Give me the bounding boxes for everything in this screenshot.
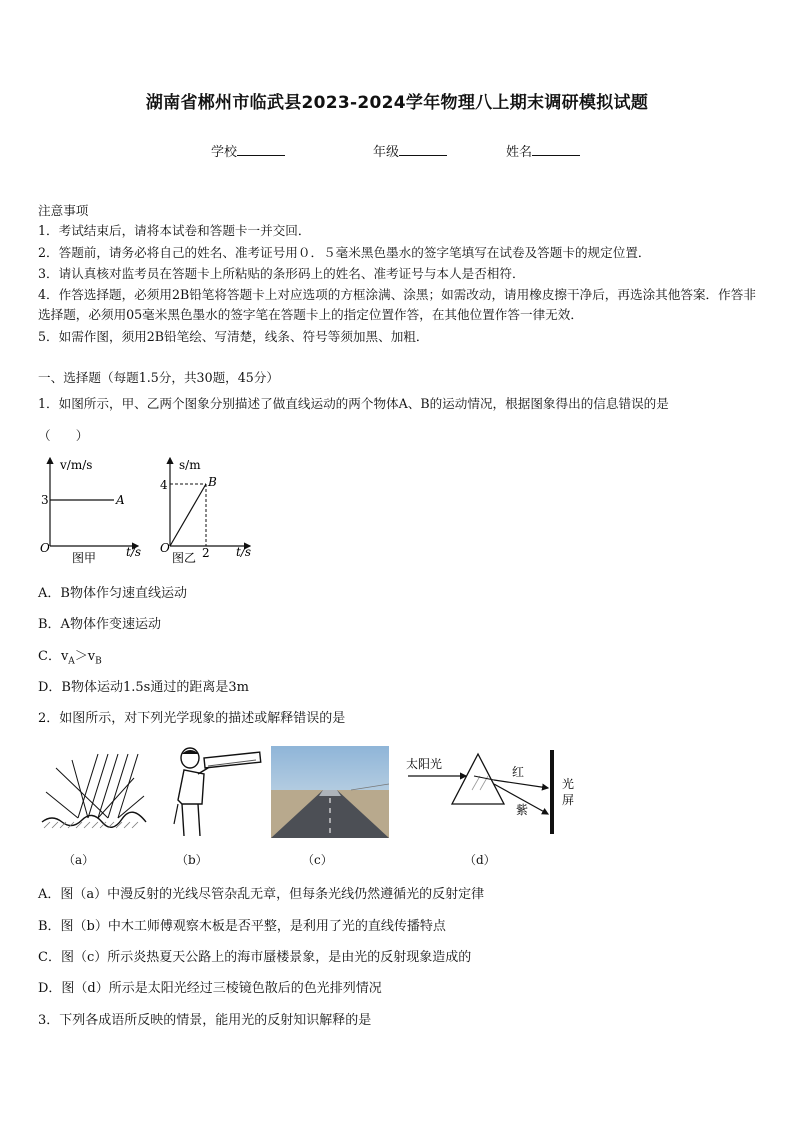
notice-item: 1．考试结束后，请将本试卷和答题卡一并交回． — [38, 223, 311, 238]
q1-option-b: B．A物体作变速运动 — [38, 617, 161, 632]
caption-a: （a） — [63, 853, 95, 867]
origin-label: O — [40, 541, 50, 555]
name-field — [506, 141, 580, 160]
name-label: 姓名 — [506, 145, 533, 160]
q1-option-d: D．B物体运动1.5s通过的距离是3m — [38, 680, 249, 695]
q1-option-a: A．B物体作匀速直线运动 — [38, 586, 187, 601]
grade-label: 年级 — [373, 145, 400, 160]
school-label: 学校 — [211, 145, 238, 160]
line-b — [170, 484, 206, 546]
screen — [550, 750, 554, 834]
option-c-gt: ＞v — [74, 649, 96, 664]
grade-blank — [399, 143, 447, 156]
figure-b-carpenter — [168, 744, 264, 840]
q1-paren: （ ） — [38, 428, 89, 443]
notice-item: 3．请认真核对监考员在答题卡上所粘贴的条形码上的姓名、准考证号与本人是否相符． — [38, 266, 525, 281]
section-heading: 一、选择题（每题1.5分，共30题，45分） — [38, 370, 279, 385]
y-axis-label: s/m — [179, 458, 201, 472]
figure-caption: 图甲 — [72, 551, 97, 565]
violet-label: 紫 — [516, 803, 529, 817]
line-label-b: B — [208, 475, 217, 489]
school-blank — [237, 143, 285, 156]
origin-label: O — [160, 541, 170, 555]
option-c-prefix: C．v — [38, 649, 69, 664]
figure-yi-st-graph — [150, 452, 258, 568]
q2-option-d: D．图（d）所示是太阳光经过三棱镜色散后的色光排列情况 — [38, 981, 382, 996]
rough-surface — [42, 812, 146, 827]
caption-b: （b） — [176, 853, 208, 867]
x-axis-label: t/s — [126, 545, 142, 559]
notice-item: 2．答题前，请务必将自己的姓名、准考证号用０．５毫米黑色墨水的签字笔填写在试卷及答题卡的规定位置． — [38, 245, 651, 260]
school-field — [211, 141, 285, 160]
figure-a-diffuse-reflection — [38, 748, 150, 836]
q2-option-b: B．图（b）中木工师傅观察木板是否平整，是利用了光的直线传播特点 — [38, 919, 446, 934]
q2-stem: 2．如图所示，对下列光学现象的描述或解释错误的是 — [38, 711, 346, 726]
torso — [178, 770, 204, 804]
x-axis-label: t/s — [236, 545, 252, 559]
y-axis-label: v/m/s — [60, 458, 93, 472]
tool — [174, 804, 178, 824]
q2-option-c: C．图（c）所示炎热夏天公路上的海市蜃楼景象，是由光的反射现象造成的 — [38, 950, 472, 965]
subscript-b: B — [95, 656, 102, 667]
figure-d-prism-dispersion — [402, 748, 582, 838]
legs — [182, 804, 200, 836]
name-blank — [532, 143, 580, 156]
sunlight-label: 太阳光 — [406, 757, 443, 771]
line-label-a: A — [116, 493, 125, 507]
screen-label-1: 光 — [562, 777, 575, 791]
red-label: 红 — [512, 765, 525, 779]
q1-option-c — [38, 645, 102, 667]
q3-stem: 3．下列各成语所反映的情景，能用光的反射知识解释的是 — [38, 1013, 372, 1028]
q1-stem: 1．如图所示，甲、乙两个图象分别描述了做直线运动的两个物体A、B的运动情况，根据图象得出的信息错误的是 — [38, 396, 669, 411]
notice-item: 4．作答选择题，必须用2B铅笔将答题卡上对应选项的方框涂满、涂黑；如需改动，请用橡皮擦干净后，再选涂其他答案．作答非选择题，必须用05毫米黑色墨水的签字笔在答题卡上的指定位置作答，在其他位置作答一律无效． — [38, 287, 756, 322]
y-tick-label: 3 — [41, 493, 49, 507]
figure-jia-vt-graph — [38, 452, 146, 568]
y-tick-label: 4 — [160, 478, 168, 492]
screen-label-2: 屏 — [562, 793, 575, 807]
subscript-a: A — [68, 656, 75, 667]
q2-option-a: A．图（a）中漫反射的光线尽管杂乱无章，但每条光线仍然遵循光的反射定律 — [38, 887, 485, 902]
notice-item: 5．如需作图，须用2B铅笔绘、写清楚，线条、符号等须加黑、加粗． — [38, 329, 429, 344]
red-ray — [494, 780, 548, 788]
exam-title: 湖南省郴州市临武县2023-2024学年物理八上期末调研模拟试题 — [145, 93, 649, 113]
x-tick-label: 2 — [202, 546, 210, 560]
notice-heading: 注意事项 — [38, 203, 89, 218]
figure-c-road-mirage-photo — [271, 746, 389, 838]
caption-d: （d） — [464, 853, 496, 867]
figure-caption: 图乙 — [172, 551, 197, 565]
caption-c: （c） — [302, 853, 333, 867]
grade-field — [373, 141, 447, 160]
